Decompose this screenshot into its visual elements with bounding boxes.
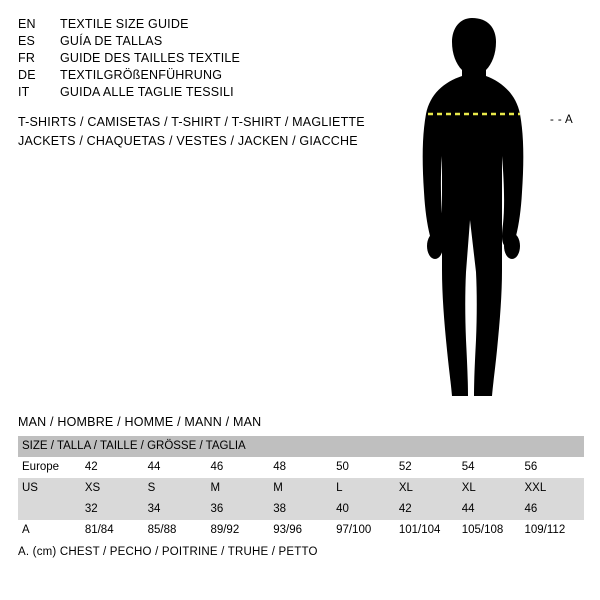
page-bottom-edge bbox=[0, 596, 600, 600]
row-label-europe: Europe bbox=[18, 457, 81, 478]
language-row bbox=[18, 33, 348, 50]
language-title: GUÍA DE TALLAS bbox=[60, 34, 163, 48]
table-cell: 101/104 bbox=[395, 520, 458, 541]
row-label-a: A bbox=[18, 520, 81, 541]
language-title: GUIDE DES TAILLES TEXTILE bbox=[60, 51, 241, 65]
table-row bbox=[18, 520, 584, 541]
language-row bbox=[18, 16, 348, 33]
table-cell: 105/108 bbox=[458, 520, 521, 541]
garment-types-block bbox=[18, 113, 378, 151]
language-code: EN bbox=[18, 17, 36, 31]
language-code: IT bbox=[18, 85, 30, 99]
table-cell: 50 bbox=[332, 457, 395, 478]
table-cell: 46 bbox=[206, 457, 269, 478]
table-cell: S bbox=[144, 478, 207, 499]
table-cell: 56 bbox=[521, 457, 585, 478]
male-body-silhouette-icon bbox=[400, 10, 595, 410]
table-cell: XXL bbox=[521, 478, 585, 499]
table-cell: 52 bbox=[395, 457, 458, 478]
garment-line-tshirts: T-SHIRTS / CAMISETAS / T-SHIRT / T-SHIRT / MAGLIETTE bbox=[18, 115, 365, 129]
row-label-blank bbox=[18, 499, 81, 520]
footer-note: A. (cm) CHEST / PECHO / POITRINE / TRUHE / PETTO bbox=[18, 546, 318, 558]
table-cell: 54 bbox=[458, 457, 521, 478]
measure-label-a: - - A bbox=[550, 114, 574, 126]
table-row bbox=[18, 478, 584, 499]
table-cell: 85/88 bbox=[144, 520, 207, 541]
table-cell: 36 bbox=[206, 499, 269, 520]
table-cell: 32 bbox=[81, 499, 144, 520]
table-cell: 34 bbox=[144, 499, 207, 520]
table-title-man: MAN / HOMBRE / HOMME / MANN / MAN bbox=[18, 415, 262, 429]
language-code: ES bbox=[18, 34, 36, 48]
language-code: DE bbox=[18, 68, 36, 82]
table-cell: 38 bbox=[269, 499, 332, 520]
language-row bbox=[18, 84, 348, 101]
table-cell: M bbox=[206, 478, 269, 499]
table-cell: 97/100 bbox=[332, 520, 395, 541]
table-cell: 93/96 bbox=[269, 520, 332, 541]
table-cell: 44 bbox=[144, 457, 207, 478]
garment-line-jackets: JACKETS / CHAQUETAS / VESTES / JACKEN / GIACCHE bbox=[18, 134, 358, 148]
size-table-section bbox=[18, 415, 584, 541]
language-code: FR bbox=[18, 51, 36, 65]
table-cell: 42 bbox=[395, 499, 458, 520]
language-header-block bbox=[18, 16, 348, 101]
language-row bbox=[18, 67, 348, 84]
table-header-label: SIZE / TALLA / TAILLE / GRÖSSE / TAGLIA bbox=[18, 436, 584, 457]
table-cell: XS bbox=[81, 478, 144, 499]
language-title: GUIDA ALLE TAGLIE TESSILI bbox=[60, 85, 234, 99]
table-cell: 42 bbox=[81, 457, 144, 478]
table-cell: 109/112 bbox=[521, 520, 585, 541]
language-title: TEXTILE SIZE GUIDE bbox=[60, 17, 189, 31]
table-row-header bbox=[18, 436, 584, 457]
table-cell: 48 bbox=[269, 457, 332, 478]
language-row bbox=[18, 50, 348, 67]
table-cell: 89/92 bbox=[206, 520, 269, 541]
table-cell: 81/84 bbox=[81, 520, 144, 541]
table-cell: XL bbox=[458, 478, 521, 499]
row-label-us: US bbox=[18, 478, 81, 499]
table-cell: M bbox=[269, 478, 332, 499]
table-cell: XL bbox=[395, 478, 458, 499]
table-cell: 40 bbox=[332, 499, 395, 520]
table-row bbox=[18, 499, 584, 520]
language-title: TEXTILGRÖßENFÜHRUNG bbox=[60, 68, 223, 82]
table-cell: 44 bbox=[458, 499, 521, 520]
table-row bbox=[18, 457, 584, 478]
table-cell: 46 bbox=[521, 499, 585, 520]
size-table bbox=[18, 436, 584, 541]
figure-illustration bbox=[400, 10, 595, 410]
table-cell: L bbox=[332, 478, 395, 499]
